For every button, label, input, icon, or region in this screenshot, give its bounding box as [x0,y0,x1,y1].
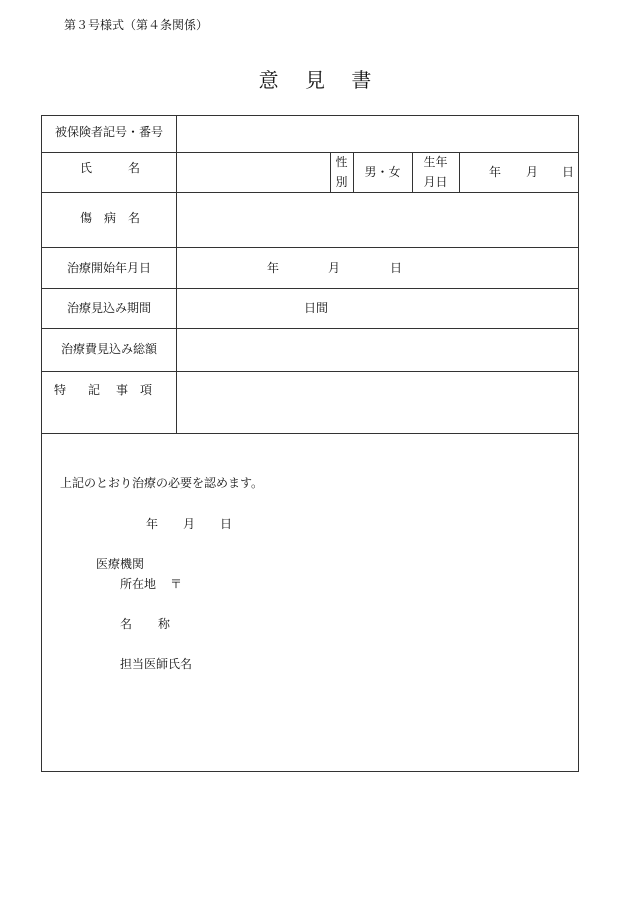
institution-label: 医療機関 [96,557,145,571]
name-label-char: 氏 [79,161,92,175]
birth-month-char: 月 [526,165,539,179]
form-table [41,115,579,772]
treatment-start-label: 治療開始年月日 [66,261,151,275]
remarks-label-char: 記 [87,383,100,397]
disease-label-char: 傷 [79,211,92,225]
expected-cost-field[interactable] [177,329,577,370]
insured-number-label: 被保険者記号・番号 [54,125,163,139]
remarks-label-char: 事 [115,383,128,397]
form-number: 第３号様式（第４条関係） [64,18,209,32]
postal-mark: 〒 [170,577,183,591]
remarks-label-char: 項 [139,383,152,397]
statement-day-char: 日 [220,517,233,531]
birth-label-char: 生年 [423,155,448,169]
disease-name-field[interactable] [177,193,577,246]
certification-statement: 上記のとおり治療の必要を認めます。 [60,476,264,490]
expected-period-field[interactable] [177,289,577,327]
expected-cost-label: 治療費見込み総額 [60,342,157,356]
disease-label-char: 名 [127,211,140,225]
birth-label-char: 月日 [423,175,448,189]
title-char: 意 [258,68,279,92]
expected-period-label: 治療見込み期間 [66,301,151,315]
remarks-label-char: 特 [53,383,66,397]
expected-period-unit: 日間 [304,301,329,315]
statement-year-char: 年 [146,517,159,531]
institution-name-char: 名 [120,617,133,631]
insured-number-field[interactable] [177,117,577,151]
statement-month-char: 月 [183,517,196,531]
name-label-char: 名 [127,161,140,175]
title-char: 書 [351,68,372,92]
start-year-char: 年 [267,261,280,275]
sex-options[interactable]: 男・女 [364,165,401,179]
disease-label-char: 病 [103,211,116,225]
doctor-name-label: 担当医師氏名 [120,657,193,671]
title-char: 見 [305,68,325,92]
institution-name-char: 称 [158,617,171,631]
birth-day-char: 日 [562,165,575,179]
birth-date-field[interactable] [460,153,577,191]
address-label: 所在地 [120,577,157,591]
name-field[interactable] [177,153,329,191]
start-day-char: 日 [390,261,403,275]
document-title [0,64,630,93]
sex-label-char: 性 [335,155,348,169]
sex-label-char: 別 [335,175,348,189]
remarks-field[interactable] [177,372,577,432]
treatment-start-field[interactable] [177,248,577,287]
start-month-char: 月 [328,261,341,275]
birth-year-char: 年 [489,165,502,179]
